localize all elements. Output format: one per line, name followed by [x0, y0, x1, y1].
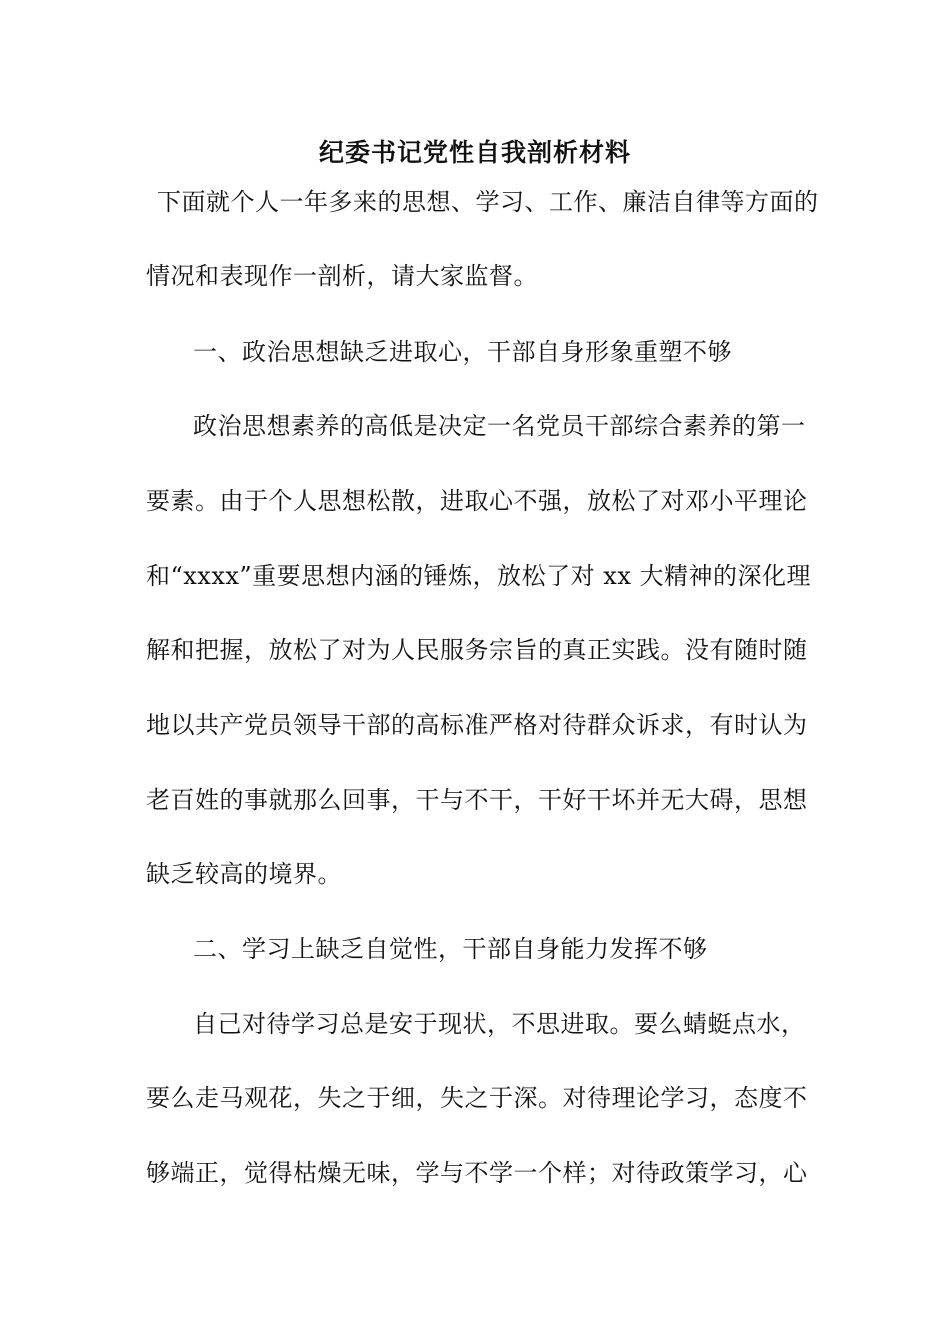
paragraph-line: 够端正，觉得枯燥无味，学与不学一个样；对待政策学习，心	[146, 1159, 808, 1187]
section-heading-2: 二、学习上缺乏自觉性，干部自身能力发挥不够	[193, 935, 708, 963]
paragraph-line: 政治思想素养的高低是决定一名党员干部综合素养的第一	[193, 412, 806, 440]
paragraph-line: 自己对待学习总是安于现状，不思进取。要么蜻蜓点水，	[193, 1010, 806, 1038]
document-title: 纪委书记党性自我剖析材料	[318, 138, 631, 167]
paragraph-line: 解和把握，放松了对为人民服务宗旨的真正实践。没有随时随	[146, 636, 808, 664]
paragraph-line: 要么走马观花，失之于细，失之于深。对待理论学习，态度不	[146, 1084, 808, 1112]
paragraph-line: 情况和表现作一剖析，请大家监督。	[146, 262, 538, 290]
section-heading-1: 一、政治思想缺乏进取心，干部自身形象重塑不够	[193, 338, 732, 366]
paragraph-line: 缺乏较高的境界。	[146, 860, 342, 888]
paragraph-line: 和“xxxx”重要思想内涵的锤炼，放松了对 xx 大精神的深化理	[146, 562, 812, 590]
paragraph-line: 老百姓的事就那么回事，干与不干，干好干坏并无大碍，思想	[146, 786, 808, 814]
paragraph-line: 下面就个人一年多来的思想、学习、工作、廉洁自律等方面的	[157, 188, 819, 216]
paragraph-line: 要素。由于个人思想松散，进取心不强，放松了对邓小平理论	[146, 487, 808, 515]
paragraph-line: 地以共产党员领导干部的高标准严格对待群众诉求，有时认为	[146, 711, 808, 739]
